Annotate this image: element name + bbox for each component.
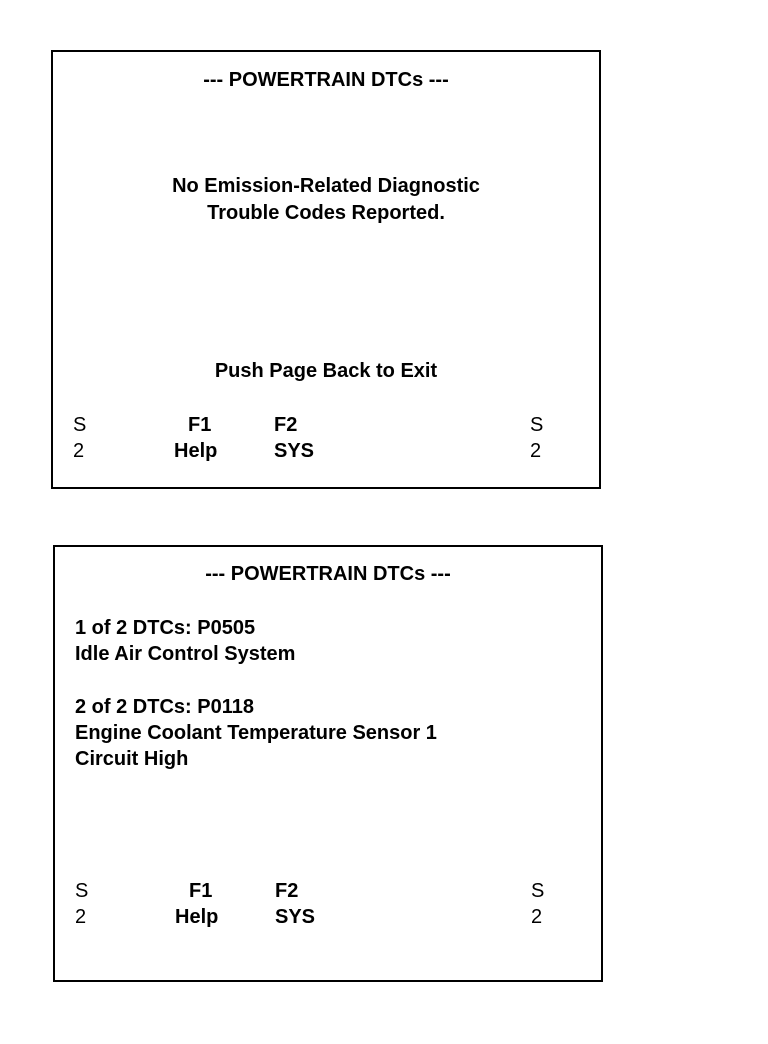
f1-key[interactable]: F1	[189, 880, 213, 902]
f2-key[interactable]: F2	[275, 880, 299, 902]
f2-sys-label[interactable]: SYS	[275, 906, 316, 928]
dtc-1-header: 1 of 2 DTCs: P0505	[75, 617, 256, 639]
left-softkey-bottom[interactable]: 2	[73, 440, 85, 462]
right-softkey-top[interactable]: S	[531, 880, 545, 902]
f2-sys-label[interactable]: SYS	[274, 440, 315, 462]
no-codes-message-line-2: Trouble Codes Reported.	[207, 202, 445, 224]
dtc-2-description-line-2: Circuit High	[75, 748, 189, 770]
screen-title: --- POWERTRAIN DTCs ---	[205, 563, 451, 585]
powertrain-dtcs-screen-no-codes	[51, 50, 601, 489]
left-softkey-top[interactable]: S	[75, 880, 89, 902]
right-softkey-bottom[interactable]: 2	[530, 440, 542, 462]
left-softkey-bottom[interactable]: 2	[75, 906, 87, 928]
f1-help-label[interactable]: Help	[175, 906, 219, 928]
powertrain-dtcs-screen-codes-list	[53, 545, 603, 982]
dtc-2-description-line-1: Engine Coolant Temperature Sensor 1	[75, 722, 437, 744]
right-softkey-bottom[interactable]: 2	[531, 906, 543, 928]
right-softkey-top[interactable]: S	[530, 414, 544, 436]
f2-key[interactable]: F2	[274, 414, 298, 436]
f1-key[interactable]: F1	[188, 414, 212, 436]
f1-help-label[interactable]: Help	[174, 440, 218, 462]
dtc-1-description: Idle Air Control System	[75, 643, 296, 665]
no-codes-message-line-1: No Emission-Related Diagnostic	[172, 175, 480, 197]
left-softkey-top[interactable]: S	[73, 414, 87, 436]
exit-hint: Push Page Back to Exit	[214, 360, 438, 382]
dtc-2-header: 2 of 2 DTCs: P0118	[75, 696, 254, 718]
screen-title: --- POWERTRAIN DTCs ---	[203, 69, 449, 91]
